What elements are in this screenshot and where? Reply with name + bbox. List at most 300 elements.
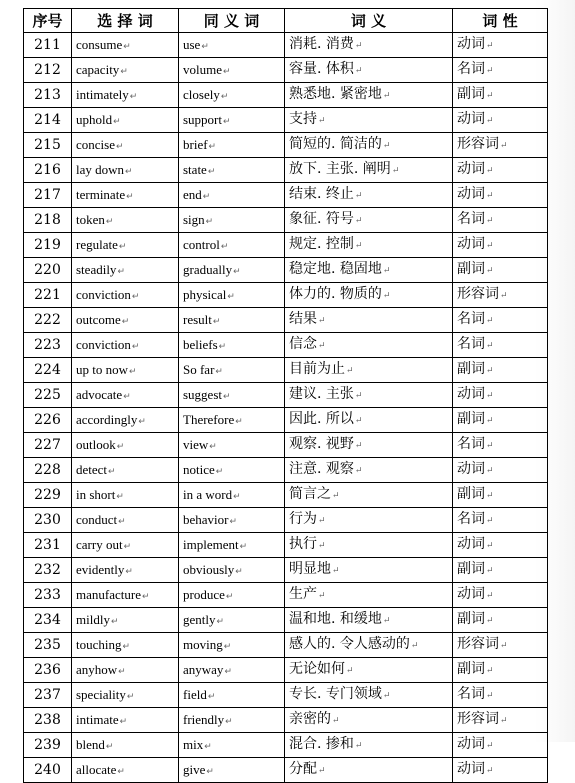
return-mark-icon: ↵ [500,141,508,151]
selected-word-text: outcome [76,311,121,327]
meaning-text: 稳定地. 稳固地 [289,261,382,277]
selected-word-text: detect [76,461,108,477]
synonym [179,333,285,358]
return-mark-icon: ↵ [122,640,131,651]
return-mark-icon: ↵ [486,591,494,601]
row-number-text: 236 [34,662,61,678]
synonym-text: produce [183,586,225,602]
table-row [24,733,548,758]
meaning [285,33,453,58]
meaning [285,283,453,308]
meaning-text: 体力的. 物质的 [289,286,382,302]
return-mark-icon: ↵ [354,191,363,201]
synonym-text: beliefs [183,336,218,352]
meaning [285,633,453,658]
meaning-text: 象征. 符号 [289,211,354,227]
part-of-speech-text: 形容词 [457,136,499,152]
selected-word [72,258,179,283]
selected-word-text: intimate [76,711,119,727]
row-number [24,358,72,383]
return-mark-icon: ↵ [118,665,126,676]
meaning [285,58,453,83]
return-mark-icon: ↵ [129,90,138,101]
part-of-speech-text: 副词 [457,611,485,627]
return-mark-icon: ↵ [223,390,231,401]
selected-word-text: outlook [76,436,116,452]
row-number [24,583,72,608]
part-of-speech-text: 形容词 [457,636,499,652]
part-of-speech-text: 动词 [457,386,485,402]
return-mark-icon: ↵ [125,165,133,176]
synonym [179,58,285,83]
row-number [24,158,72,183]
row-number [24,683,72,708]
row-number-text: 239 [34,737,61,753]
return-mark-icon: ↵ [129,365,137,376]
return-mark-icon: ↵ [224,665,232,676]
selected-word [72,383,179,408]
selected-word-text: up to now [76,361,128,377]
meaning-text: 行为 [289,511,317,527]
return-mark-icon: ↵ [220,90,229,101]
part-of-speech [453,58,548,83]
synonym [179,483,285,508]
return-mark-icon: ↵ [120,65,128,76]
return-mark-icon: ↵ [346,666,354,676]
synonym [179,633,285,658]
part-of-speech [453,158,548,183]
part-of-speech [453,183,548,208]
return-mark-icon: ↵ [202,190,211,201]
selected-word [72,683,179,708]
table-row [24,608,548,633]
return-mark-icon: ↵ [235,565,243,576]
synonym [179,408,285,433]
part-of-speech-text: 副词 [457,411,485,427]
synonym-text: end [183,186,202,202]
row-number-text: 217 [34,187,61,203]
meaning-text: 容量. 体积 [289,61,354,77]
return-mark-icon: ↵ [332,716,340,726]
return-mark-icon: ↵ [486,316,494,326]
return-mark-icon: ↵ [486,416,494,426]
synonym [179,558,285,583]
row-number-text: 228 [34,462,61,478]
return-mark-icon: ↵ [223,115,231,126]
part-of-speech-text: 动词 [457,111,485,127]
meaning-text: 信念 [289,336,317,352]
return-mark-icon: ↵ [115,140,124,151]
selected-word-text: conviction [76,286,131,302]
return-mark-icon: ↵ [382,266,391,276]
part-of-speech [453,758,548,783]
selected-word [72,33,179,58]
return-mark-icon: ↵ [486,91,494,101]
meaning [285,558,453,583]
return-mark-icon: ↵ [113,115,121,126]
selected-word [72,158,179,183]
header-meaning: 词 义 [285,9,453,33]
return-mark-icon: ↵ [201,40,209,51]
part-of-speech-text: 副词 [457,361,485,377]
meaning [285,508,453,533]
table-row [24,58,548,83]
selected-word-text: in short [76,486,116,502]
return-mark-icon: ↵ [354,66,363,76]
row-number [24,108,72,133]
selected-word [72,458,179,483]
meaning [285,308,453,333]
part-of-speech [453,508,548,533]
part-of-speech [453,683,548,708]
selected-word [72,58,179,83]
synonym [179,383,285,408]
row-number [24,83,72,108]
return-mark-icon: ↵ [318,316,326,326]
row-number-text: 215 [34,137,61,153]
table-row [24,658,548,683]
meaning [285,258,453,283]
part-of-speech [453,208,548,233]
meaning-text: 亲密的 [289,711,331,727]
part-of-speech-text: 名词 [457,336,485,352]
part-of-speech-text: 名词 [457,311,485,327]
synonym [179,208,285,233]
synonym [179,708,285,733]
return-mark-icon: ↵ [223,65,231,76]
return-mark-icon: ↵ [486,691,494,701]
synonym-text: view [183,436,209,452]
return-mark-icon: ↵ [354,216,363,226]
row-number [24,658,72,683]
return-mark-icon: ↵ [486,666,494,676]
return-mark-icon: ↵ [486,491,494,501]
table-row [24,633,548,658]
selected-word-text: evidently [76,561,125,577]
part-of-speech [453,233,548,258]
synonym-text: state [183,161,207,177]
meaning-text: 支持 [289,111,317,127]
row-number [24,508,72,533]
return-mark-icon: ↵ [218,340,227,351]
row-number [24,308,72,333]
part-of-speech [453,308,548,333]
return-mark-icon: ↵ [123,40,131,51]
row-number [24,608,72,633]
synonym [179,233,285,258]
synonym-text: friendly [183,711,225,727]
part-of-speech [453,358,548,383]
meaning [285,108,453,133]
meaning-text: 消耗. 消费 [289,36,354,52]
part-of-speech [453,708,548,733]
selected-word [72,358,179,383]
synonym [179,108,285,133]
selected-word-text: mildly [76,611,110,627]
table-row [24,558,548,583]
row-number [24,558,72,583]
meaning-text: 明显地 [289,561,331,577]
return-mark-icon: ↵ [486,541,494,551]
synonym [179,33,285,58]
row-number [24,708,72,733]
selected-word-text: intimately [76,86,129,102]
selected-word [72,608,179,633]
part-of-speech [453,558,548,583]
return-mark-icon: ↵ [486,341,494,351]
table-row [24,233,548,258]
selected-word [72,733,179,758]
return-mark-icon: ↵ [382,616,391,626]
table-row [24,33,548,58]
table-row [24,433,548,458]
synonym [179,508,285,533]
table-row [24,408,548,433]
synonym [179,183,285,208]
part-of-speech [453,733,548,758]
synonym-text: result [183,311,212,327]
meaning [285,208,453,233]
part-of-speech-text: 动词 [457,461,485,477]
return-mark-icon: ↵ [207,690,216,701]
meaning [285,433,453,458]
synonym-text: implement [183,536,239,552]
synonym-text: anyway [183,661,224,677]
return-mark-icon: ↵ [486,391,494,401]
return-mark-icon: ↵ [486,266,494,276]
return-mark-icon: ↵ [223,640,232,651]
row-number [24,258,72,283]
table-row [24,83,548,108]
synonym-text: suggest [183,386,222,402]
return-mark-icon: ↵ [216,615,225,626]
row-number-text: 213 [34,87,61,103]
selected-word [72,183,179,208]
row-number-text: 226 [34,412,61,428]
synonym-text: moving [183,636,223,652]
part-of-speech [453,383,548,408]
selected-word-text: speciality [76,686,126,702]
synonym-text: brief [183,136,208,152]
return-mark-icon: ↵ [235,415,243,426]
table-row [24,133,548,158]
selected-word-text: capacity [76,61,120,77]
row-number-text: 221 [34,287,61,303]
synonym [179,433,285,458]
table-row [24,383,548,408]
row-number [24,233,72,258]
part-of-speech-text: 名词 [457,61,485,77]
selected-word [72,108,179,133]
part-of-speech [453,633,548,658]
row-number-text: 220 [34,262,61,278]
part-of-speech-text: 副词 [457,561,485,577]
row-number-text: 227 [34,437,61,453]
return-mark-icon: ↵ [131,290,140,301]
selected-word-text: accordingly [76,411,138,427]
row-number [24,58,72,83]
return-mark-icon: ↵ [486,466,494,476]
table-row [24,758,548,783]
selected-word-text: manufacture [76,586,141,602]
part-of-speech-text: 动词 [457,536,485,552]
part-of-speech [453,258,548,283]
synonym-text: mix [183,736,204,752]
return-mark-icon: ↵ [116,490,124,501]
part-of-speech [453,658,548,683]
return-mark-icon: ↵ [486,191,494,201]
return-mark-icon: ↵ [486,116,494,126]
return-mark-icon: ↵ [332,566,340,576]
part-of-speech-text: 动词 [457,586,485,602]
selected-word [72,208,179,233]
synonym [179,133,285,158]
row-number-text: 235 [34,637,61,653]
return-mark-icon: ↵ [233,265,241,276]
selected-word [72,508,179,533]
selected-word [72,133,179,158]
meaning-text: 观察. 视野 [289,436,354,452]
return-mark-icon: ↵ [126,190,134,201]
row-number-text: 219 [34,237,61,253]
synonym [179,608,285,633]
return-mark-icon: ↵ [410,641,419,651]
return-mark-icon: ↵ [118,240,127,251]
part-of-speech [453,433,548,458]
meaning-text: 生产 [289,586,317,602]
table-row [24,483,548,508]
synonym [179,458,285,483]
return-mark-icon: ↵ [233,490,241,501]
return-mark-icon: ↵ [229,515,238,526]
part-of-speech-text: 名词 [457,686,485,702]
meaning [285,658,453,683]
row-number-text: 231 [34,537,61,553]
part-of-speech [453,583,548,608]
row-number-text: 229 [34,487,61,503]
table-row [24,358,548,383]
part-of-speech [453,533,548,558]
table-row [24,308,548,333]
table-body [24,33,548,783]
return-mark-icon: ↵ [227,290,235,301]
selected-word [72,333,179,358]
selected-word-text: allocate [76,761,117,777]
meaning-text: 结束. 终止 [289,186,354,202]
meaning [285,608,453,633]
selected-word [72,408,179,433]
meaning-text: 结果 [289,311,317,327]
return-mark-icon: ↵ [500,641,508,651]
row-number-text: 230 [34,512,61,528]
return-mark-icon: ↵ [486,566,494,576]
row-number-text: 211 [34,37,61,53]
return-mark-icon: ↵ [382,291,391,301]
synonym-text: use [183,36,201,52]
meaning [285,683,453,708]
return-mark-icon: ↵ [105,215,114,226]
selected-word [72,658,179,683]
meaning [285,408,453,433]
return-mark-icon: ↵ [225,715,233,726]
meaning [285,733,453,758]
part-of-speech-text: 副词 [457,261,485,277]
row-number-text: 233 [34,587,61,603]
row-number [24,433,72,458]
return-mark-icon: ↵ [486,241,494,251]
return-mark-icon: ↵ [141,590,150,601]
synonym [179,258,285,283]
return-mark-icon: ↵ [354,241,363,251]
return-mark-icon: ↵ [215,365,223,376]
return-mark-icon: ↵ [486,166,494,176]
return-mark-icon: ↵ [486,66,494,76]
return-mark-icon: ↵ [138,415,146,426]
return-mark-icon: ↵ [354,441,363,451]
part-of-speech-text: 动词 [457,236,485,252]
part-of-speech [453,83,548,108]
return-mark-icon: ↵ [486,216,494,226]
return-mark-icon: ↵ [346,366,354,376]
selected-word-text: regulate [76,236,118,252]
row-number [24,333,72,358]
synonym-text: gently [183,611,216,627]
part-of-speech [453,408,548,433]
header-word: 选 择 词 [72,9,179,33]
meaning-text: 分配 [289,761,317,777]
row-number [24,633,72,658]
selected-word-text: anyhow [76,661,118,677]
header-num: 序号 [24,9,72,33]
return-mark-icon: ↵ [117,765,125,776]
table-row [24,508,548,533]
part-of-speech [453,108,548,133]
meaning-text: 感人的. 令人感动的 [289,636,410,652]
meaning [285,358,453,383]
table-row [24,333,548,358]
row-number-text: 212 [34,62,61,78]
synonym [179,533,285,558]
selected-word-text: token [76,211,105,227]
selected-word [72,633,179,658]
synonym-text: gradually [183,261,233,277]
synonym [179,758,285,783]
return-mark-icon: ↵ [131,340,140,351]
selected-word-text: conviction [76,336,131,352]
meaning-text: 建议. 主张 [289,386,354,402]
row-number [24,383,72,408]
return-mark-icon: ↵ [391,166,400,176]
return-mark-icon: ↵ [486,616,494,626]
return-mark-icon: ↵ [486,766,494,776]
table-row [24,258,548,283]
selected-word-text: advocate [76,386,123,402]
selected-word-text: conduct [76,511,118,527]
table-row [24,533,548,558]
part-of-speech [453,483,548,508]
synonym-text: notice [183,461,215,477]
meaning-text: 温和地. 和缓地 [289,611,382,627]
synonym-text: Therefore [183,411,235,427]
part-of-speech-text: 动词 [457,36,485,52]
meaning [285,483,453,508]
header-synonym: 同 义 词 [179,9,285,33]
return-mark-icon: ↵ [318,541,326,551]
synonym [179,658,285,683]
return-mark-icon: ↵ [225,590,234,601]
table-row [24,683,548,708]
table-row [24,208,548,233]
